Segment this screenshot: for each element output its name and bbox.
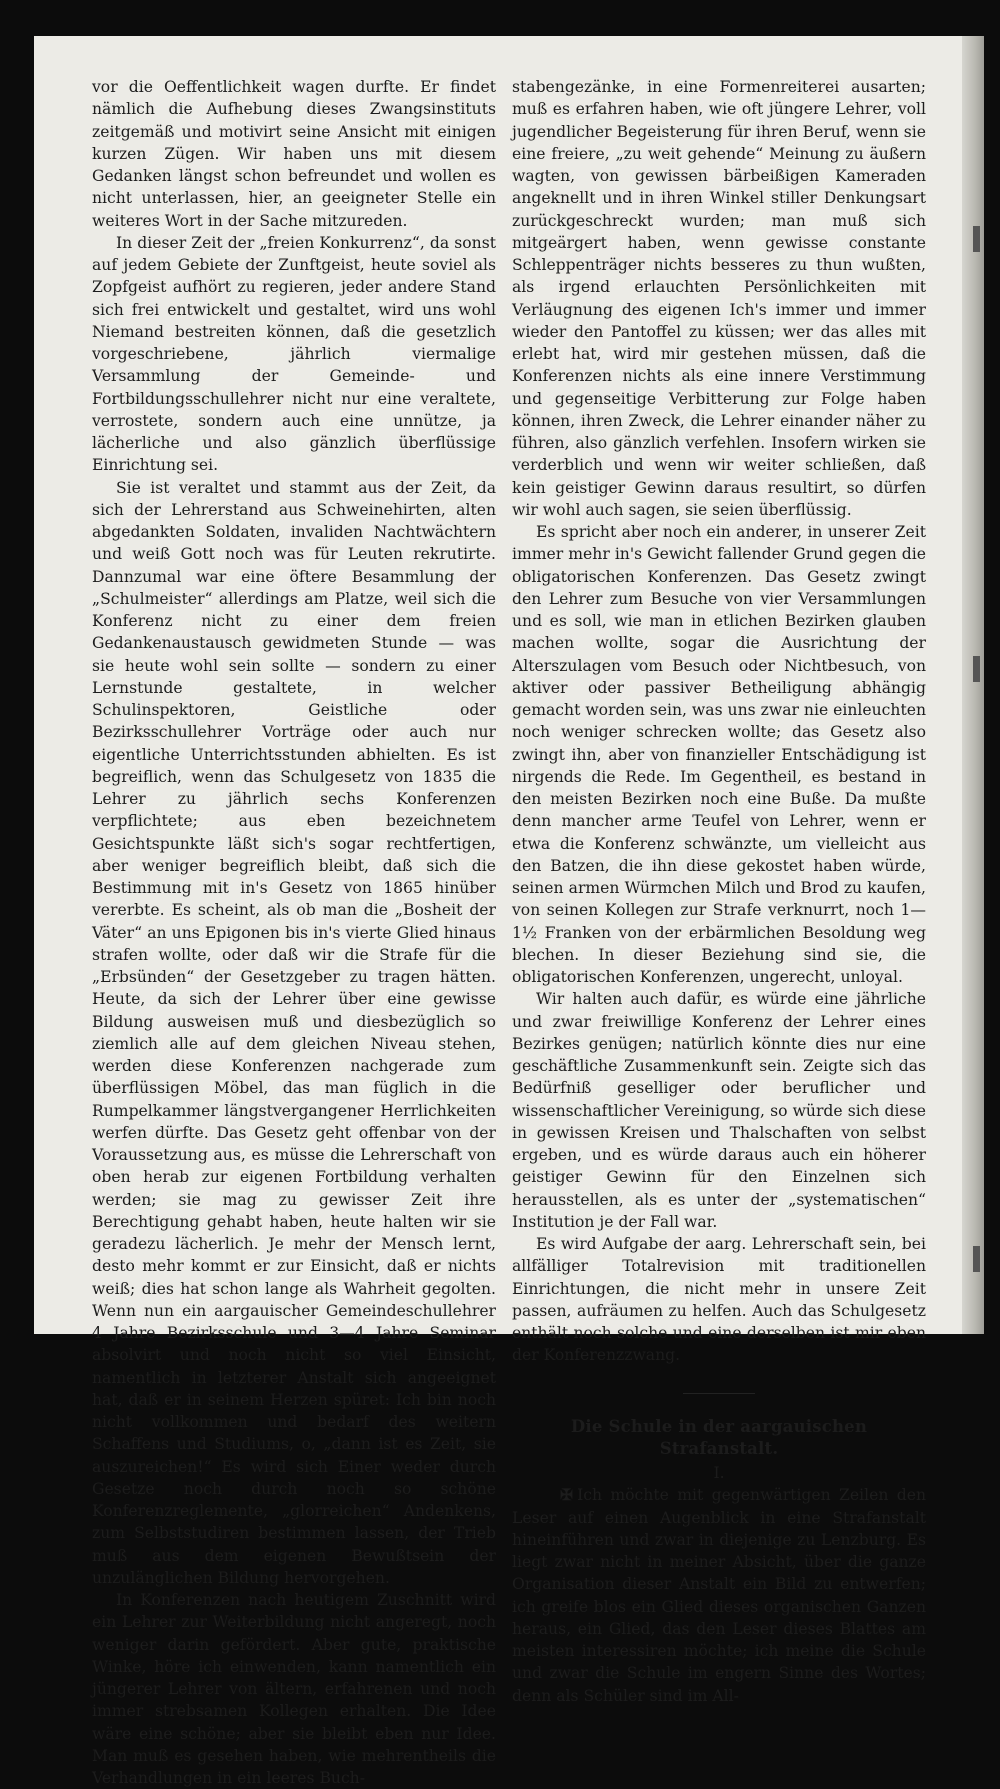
right-paragraph-2: Es spricht aber noch ein anderer, in unserer Zeit immer mehr in's Gewicht fallender Grund gegen die obligatorischen Konferenzen. Das Gesetz zwingt den Lehrer zum Besuche von vier Versammlungen und es soll, wie man in etlichen Bezirken glauben machen wollte, sogar die Ausrichtung der Alterszulagen vom Besuch oder Nichtbesuch, von aktiver oder passiver Betheiligung abhängig gemacht worden sein, was uns zwar nie einleuchten noch weniger schrecken wollte; das Gesetz also zwingt ihn, aber von finanzieller Entschädigung ist nirgends die Rede. Im Gegentheil, es bestand in den meisten Bezirken noch eine Buße. Da mußte denn mancher arme Teufel von Lehrer, wenn er etwa die Konferenz schwänzte, um vielleicht aus den Batzen, die ihn diese gekostet haben würde, seinen armen Würmchen Milch und Brod zu kaufen, von seinen Kollegen zur Strafe verknurrt, noch 1—1½ Franken von der erbärmlichen Besoldung weg blechen. In dieser Beziehung sind sie, die obligatorischen Konferenzen, ungerecht, unloyal. [512, 523, 926, 986]
spine-mark [973, 226, 980, 252]
left-column [92, 76, 496, 1789]
left-paragraph-4: In Konferenzen nach heutigem Zuschnitt wird ein Lehrer zur Weiterbildung nicht angeregt, noch weniger darin gefördert. Aber gute, praktische Winke, höre ich einwenden, kann namentlich ein jüngerer Lehrer von ältern, erfahrenen und noch immer strebsamen Kollegen erhalten. Die Idee wäre eine schöne; aber sie bleibt eben nur Idee. Man muß es gesehen haben, wie mehrentheils die Verhandlungen in ein leeres Buch- [92, 1591, 496, 1787]
right-paragraph-3: Wir halten auch dafür, es würde eine jährliche und zwar freiwillige Konferenz der Lehrer eines Bezirkes genügen; natürlich könnte dies nur eine geschäftliche Zusammenkunft sein. Zeigte sich das Bedürfniß geselliger oder beruflicher und wissenschaftlicher Vereinigung, so würde sich diese in gewissen Kreisen und Thalschaften von selbst ergeben, und es würde daraus auch ein höherer geistiger Gewinn für den Einzelnen sich herausstellen, als es unter der „systematischen“ Institution je der Fall war. [512, 990, 926, 1231]
right-paragraph-1: stabengezänke, in eine Formenreiterei ausarten; muß es erfahren haben, wie oft jüngere Lehrer, voll jugendlicher Begeisterung für ihren Beruf, wenn sie eine freiere, „zu weit gehende“ Meinung zu äußern wagten, von gewissen bärbeißigen Kameraden angeknellt und in ihren Winkel stiller Denkungsart zurückgeschreckt wurden; man muß sich mitgeärgert haben, wenn gewisse constante Schleppenträger nichts besseres zu thun wußten, als irgend erlauchten Persönlichkeiten mit Verläugnung des eigenen Ich's immer und immer wieder den Pantoffel zu küssen; wer das alles mit erlebt hat, wird mir gestehen müssen, daß die Konferenzen nichts als eine innere Verstimmung und gegenseitige Verbitterung zur Folge haben können, ihren Zweck, die Lehrer einander näher zu führen, also gänzlich verfehlen. Insofern wirken sie verderblich und wenn wir weiter schließen, daß kein geistiger Gewinn daraus resultirt, so dürfen wir wohl auch sagen, sie seien überflüssig. [512, 78, 926, 519]
article-paragraph-text: Ich möchte mit gegenwärtigen Zeilen den Leser auf einen Augenblick in eine Strafanstalt hineinführen und zwar in diejenige zu Lenzburg. Es liegt zwar nicht in meiner Absicht, über die ganze Organisation dieser Anstalt ein Bild zu entwerfen; ich greife blos ein Glied dieses organischen Ganzen heraus, ein Glied, das den Leser dieses Blattes am meisten interessiren möchte; ich meine die Schule und zwar die Schule im engern Sinne des Wortes; denn als Schüler sind im All- [512, 1486, 926, 1705]
article-paragraph [512, 1484, 926, 1707]
right-paragraph-4: Es wird Aufgabe der aarg. Lehrerschaft sein, bei allfälliger Totalrevision mit traditionellen Einrichtungen, die nicht mehr in unsere Zeit passen, aufräumen zu helfen. Auch das Schulgesetz enthält noch solche und eine derselben ist mir eben der Konferenzzwang. [512, 1235, 926, 1365]
article-title: Die Schule in der aargauischen Strafanstalt. [570, 1416, 868, 1458]
page-spine [962, 36, 984, 1334]
left-paragraph-1: vor die Oeffentlichkeit wagen durfte. Er findet nämlich die Aufhebung dieses Zwangsinstituts zeitgemäß und motivirt seine Ansicht mit einigen kurzen Zügen. Wir haben uns mit diesem Gedanken längst schon befreundet und wollen es nicht unterlassen, hier, an geeigneter Stelle ein weiteres Wort in der Sache mitzureden. [92, 78, 496, 230]
right-column [512, 76, 926, 1707]
section-divider [683, 1393, 755, 1394]
left-paragraph-3: Sie ist veraltet und stammt aus der Zeit, da sich der Lehrerstand aus Schweinehirten, alten abgedankten Soldaten, invaliden Nachtwächtern und weiß Gott noch was für Leuten rekrutirte. Dannzumal war eine öftere Besammlung der „Schulmeister“ allerdings am Platze, weil sich die Konferenz nicht zu einer dem freien Gedankenaustausch gewidmeten Stunde — was sie heute wohl sein sollte — sondern zu einer Lernstunde gestaltete, in welcher Schulinspektoren, Geistliche oder Bezirksschullehrer Vorträge oder auch nur eigentliche Unterrichtsstunden abhielten. Es ist begreiflich, wenn das Schulgesetz von 1835 die Lehrer zu jährlich sechs Konferenzen verpflichtete; aus eben bezeichnetem Gesichtspunkte läßt sich's sogar rechtfertigen, aber weniger begreiflich bleibt, daß sich die Bestimmung mit in's Gesetz von 1865 hinüber vererbte. Es scheint, als ob man die „Bosheit der Väter“ an uns Epigonen bis in's vierte Glied hinaus strafen wollte, oder daß wir die Strafe für die „Erbsünden“ der Gesetzgeber zu tragen hätten. Heute, da sich der Lehrer über eine gewisse Bildung ausweisen muß und diesbezüglich so ziemlich alle auf dem gleichen Niveau stehen, werden diese Konferenzen nachgerade zum überflüssigen Möbel, das man füglich in die Rumpelkammer längstvergangener Herrlichkeiten werfen dürfte. Das Gesetz geht offenbar von der Voraussetzung aus, es müsse die Lehrerschaft von oben herab zur eigenen Fortbildung verhalten werden; sie mag zu gewisser Zeit ihre Berechtigung gehabt haben, heute halten wir sie geradezu lächerlich. Je mehr der Mensch lernt, desto mehr kommt er zur Einsicht, daß er nichts weiß; dies hat schon lange als Wahrheit gegolten. Wenn nun ein aargauischer Gemeindeschullehrer 4 Jahre Bezirksschule und 3—4 Jahre Seminar absolvirt und noch nicht so viel Einsicht, namentlich in letzterer Anstalt sich angeeignet hat, daß er in seinem Herzen spüret: Ich bin noch nicht vollkommen und bedarf des weitern Schaffens und Studiums, o, „dann ist es Zeit, sie auszureichen!“ Es wird sich Einer weder durch Gesetze noch durch noch so schöne Konferenzreglemente, „glorreichen“ Andenkens, zum Selbststudiren bestimmen lassen, der Trieb muß aus dem eigenen Bewußtsein der unzulänglichen Bildung hervorgehen. [92, 478, 496, 1587]
cross-icon: ✠ [560, 1485, 574, 1505]
spine-mark [973, 656, 980, 682]
scanned-page [34, 36, 984, 1787]
left-paragraph-2: In dieser Zeit der „freien Konkurrenz“, da sonst auf jedem Gebiete der Zunftgeist, heute soviel als Zopfgeist aufhört zu regieren, jeder andere Stand sich frei entwickelt und gestaltet, wird uns wohl Niemand bestreiten können, daß die gesetzlich vorgeschriebene, jährlich viermalige Versammlung der Gemeinde- und Fortbildungsschullehrer nicht nur eine veraltete, verrostete, sondern auch eine unnütze, ja lächerliche und also gänzlich überflüssige Einrichtung sei. [92, 233, 496, 475]
article-number: I. [713, 1464, 725, 1482]
spine-mark [973, 1246, 980, 1272]
